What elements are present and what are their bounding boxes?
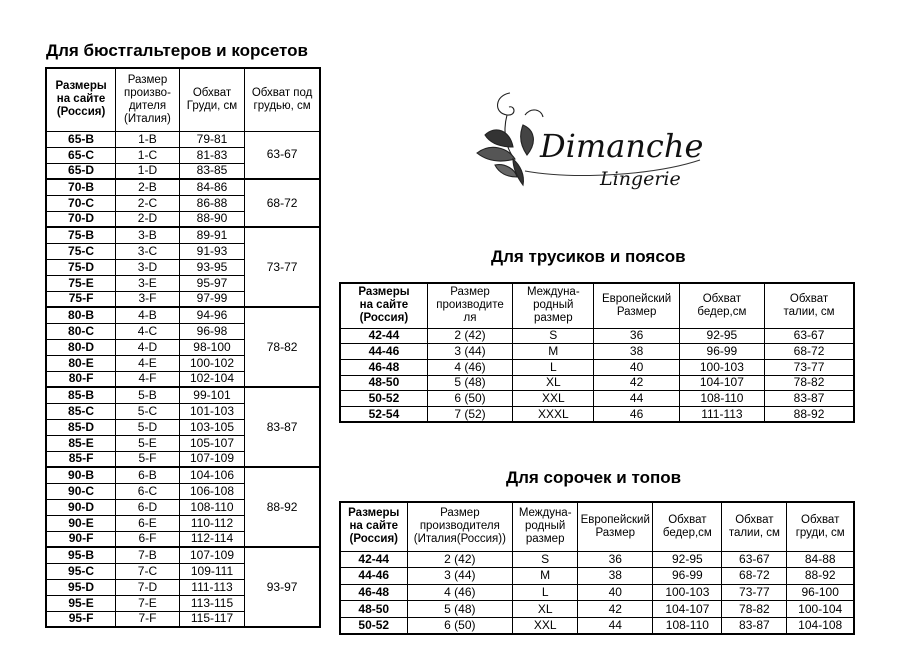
table-cell: XXL: [513, 617, 578, 634]
header-line: Размеры: [55, 80, 107, 93]
table-cell: 100-103: [679, 359, 764, 375]
table-cell: M: [513, 344, 594, 360]
column-header: [179, 68, 244, 131]
table-cell: 7-E: [116, 595, 180, 611]
column-header: [513, 283, 594, 328]
table-cell: 68-72: [765, 344, 854, 360]
header-line: размер: [525, 533, 565, 546]
column-header: [427, 283, 512, 328]
table-cell: 96-100: [787, 584, 854, 601]
header-line: груди, см: [795, 526, 845, 539]
header-line: Размер: [616, 305, 657, 318]
table-cell: 5-F: [116, 451, 180, 467]
table-cell: 92-95: [679, 328, 764, 344]
table-row: [340, 584, 854, 601]
table-cell: 65-C: [46, 147, 116, 163]
table-cell: 6 (50): [427, 391, 512, 407]
header-line: дителя: [128, 99, 167, 112]
table-cell: 78-82: [765, 375, 854, 391]
header-line: Размер: [440, 507, 480, 520]
table-cell: 105-107: [179, 435, 244, 451]
table-cell: 6-C: [116, 483, 180, 499]
table-cell: 102-104: [179, 371, 244, 387]
table-row: [340, 359, 854, 375]
table-cell: 44-46: [340, 344, 427, 360]
table-cell: 85-B: [46, 387, 116, 403]
header-line: произво-: [123, 86, 171, 99]
table-cell: 48-50: [340, 601, 407, 618]
table-row: [340, 328, 854, 344]
table-cell: 78-82: [245, 307, 320, 387]
table-cell: 5 (48): [407, 601, 513, 618]
shirts-size-table: [339, 501, 855, 635]
table-cell: 96-99: [679, 344, 764, 360]
table-cell: 2-C: [116, 195, 180, 211]
table-cell: 83-87: [245, 387, 320, 467]
table-cell: 107-109: [179, 451, 244, 467]
header-line: (Россия): [359, 312, 409, 325]
table-cell: 5-D: [116, 419, 180, 435]
table-cell: 68-72: [722, 568, 787, 585]
header-line: Размеры: [358, 286, 410, 299]
table-cell: 88-92: [245, 467, 320, 547]
table-cell: 111-113: [179, 579, 244, 595]
column-header: [513, 502, 578, 551]
table-cell: 5 (48): [427, 375, 512, 391]
table-cell: 1-C: [116, 147, 180, 163]
table-cell: 97-99: [179, 291, 244, 307]
header-line: грудью, см: [253, 99, 311, 112]
table-cell: 84-88: [787, 551, 854, 568]
table-cell: 83-85: [179, 163, 244, 179]
header-line: бедер,см: [662, 526, 712, 539]
header-line: Обхват: [668, 513, 707, 526]
table-cell: 91-93: [179, 243, 244, 259]
column-header: [722, 502, 787, 551]
table-cell: 99-101: [179, 387, 244, 403]
header-line: Размер: [127, 73, 168, 86]
table-cell: 106-108: [179, 483, 244, 499]
table-cell: 98-100: [179, 339, 244, 355]
table-cell: 108-110: [679, 391, 764, 407]
header-line: Груди, см: [186, 99, 238, 112]
table-cell: 4-C: [116, 323, 180, 339]
table-cell: 4-F: [116, 371, 180, 387]
table-cell: 70-C: [46, 195, 116, 211]
table-cell: XXXL: [513, 406, 594, 422]
table-cell: 90-D: [46, 499, 116, 515]
header-line: Обхват: [735, 513, 774, 526]
header-line: (Италия(Россия)): [413, 533, 506, 546]
table-cell: 7-C: [116, 563, 180, 579]
bra-size-table: [45, 67, 321, 628]
table-cell: 73-77: [245, 227, 320, 307]
table-cell: 2-D: [116, 211, 180, 227]
header-line: Размер: [450, 286, 490, 299]
table-row: [340, 551, 854, 568]
table-cell: 75-F: [46, 291, 116, 307]
table-row: [340, 406, 854, 422]
table-cell: 4-E: [116, 355, 180, 371]
table-cell: 6-F: [116, 531, 180, 547]
table-row: [46, 547, 320, 563]
table-cell: 104-107: [679, 375, 764, 391]
table-cell: 100-102: [179, 355, 244, 371]
table-cell: 88-92: [787, 568, 854, 585]
table-cell: 90-B: [46, 467, 116, 483]
table-cell: 63-67: [722, 551, 787, 568]
table-cell: 88-92: [765, 406, 854, 422]
table-cell: 3-F: [116, 291, 180, 307]
shirts-section-title: Для сорочек и топов: [506, 468, 682, 487]
header-line: Обхват: [702, 292, 742, 305]
header-line: Междуна-: [518, 507, 572, 520]
table-cell: 85-F: [46, 451, 116, 467]
table-cell: 5-E: [116, 435, 180, 451]
table-cell: L: [513, 584, 578, 601]
header-line: Размер: [595, 526, 636, 539]
table-cell: 100-104: [787, 601, 854, 618]
header-line: на сайте: [359, 299, 409, 312]
column-header: [765, 283, 854, 328]
table-cell: 70-B: [46, 179, 116, 195]
header-line: Обхват: [789, 292, 829, 305]
table-cell: 90-E: [46, 515, 116, 531]
header-line: производителя: [419, 520, 500, 533]
table-cell: 83-87: [722, 617, 787, 634]
column-header: [679, 283, 764, 328]
table-row: [340, 617, 854, 634]
table-cell: 44: [578, 617, 653, 634]
column-header: [245, 68, 320, 131]
briefs-section-title: Для трусиков и поясов: [491, 247, 686, 266]
table-cell: 4 (46): [407, 584, 513, 601]
table-cell: 5-B: [116, 387, 180, 403]
table-cell: 6 (50): [407, 617, 513, 634]
table-cell: 48-50: [340, 375, 427, 391]
table-cell: 85-C: [46, 403, 116, 419]
table-cell: 42: [578, 601, 653, 618]
table-cell: 68-72: [245, 179, 320, 227]
table-cell: XXL: [513, 391, 594, 407]
header-line: бедер,см: [697, 305, 747, 318]
table-row: [46, 387, 320, 403]
table-cell: 36: [578, 551, 653, 568]
table-cell: 42: [594, 375, 679, 391]
table-cell: 104-106: [179, 467, 244, 483]
table-cell: 95-B: [46, 547, 116, 563]
table-cell: 46: [594, 406, 679, 422]
table-cell: 100-103: [653, 584, 722, 601]
table-cell: 90-F: [46, 531, 116, 547]
column-header: [46, 68, 116, 131]
table-cell: 44-46: [340, 568, 407, 585]
table-cell: 4-D: [116, 339, 180, 355]
table-cell: 107-109: [179, 547, 244, 563]
table-cell: 94-96: [179, 307, 244, 323]
header-line: ля: [463, 312, 477, 325]
table-cell: 108-110: [179, 499, 244, 515]
table-cell: 75-B: [46, 227, 116, 243]
lotus-flower-icon: [477, 93, 543, 185]
table-cell: 63-67: [765, 328, 854, 344]
table-cell: 95-E: [46, 595, 116, 611]
table-cell: 40: [594, 359, 679, 375]
table-cell: 38: [578, 568, 653, 585]
column-header: [116, 68, 180, 131]
table-row: [340, 601, 854, 618]
header-line: родный: [525, 520, 566, 533]
table-cell: 3-C: [116, 243, 180, 259]
table-cell: 89-91: [179, 227, 244, 243]
table-cell: 113-115: [179, 595, 244, 611]
table-row: [340, 375, 854, 391]
table-row: [46, 227, 320, 243]
table-cell: 7 (52): [427, 406, 512, 422]
column-header: [578, 502, 653, 551]
table-cell: 111-113: [679, 406, 764, 422]
table-cell: 79-81: [179, 131, 244, 147]
brand-name: Dimanche: [540, 127, 704, 165]
table-row: [46, 467, 320, 483]
table-cell: 81-83: [179, 147, 244, 163]
table-cell: 3 (44): [427, 344, 512, 360]
header-line: родный: [533, 299, 574, 312]
header-line: Размеры: [348, 507, 400, 520]
table-cell: 75-E: [46, 275, 116, 291]
table-cell: L: [513, 359, 594, 375]
table-cell: 63-67: [245, 131, 320, 179]
table-cell: 40: [578, 584, 653, 601]
column-header: [594, 283, 679, 328]
table-cell: 6-E: [116, 515, 180, 531]
table-cell: 7-B: [116, 547, 180, 563]
table-cell: 50-52: [340, 391, 427, 407]
header-line: производите: [436, 299, 504, 312]
table-row: [340, 568, 854, 585]
brand-subtitle: Lingerie: [600, 168, 681, 190]
header-line: на сайте: [56, 93, 106, 106]
table-cell: 101-103: [179, 403, 244, 419]
table-cell: 109-111: [179, 563, 244, 579]
table-cell: 104-107: [653, 601, 722, 618]
table-cell: 5-C: [116, 403, 180, 419]
header-line: Европейский: [601, 292, 672, 305]
table-cell: 52-54: [340, 406, 427, 422]
table-row: [46, 307, 320, 323]
table-cell: 85-E: [46, 435, 116, 451]
table-cell: 95-C: [46, 563, 116, 579]
table-cell: 110-112: [179, 515, 244, 531]
table-cell: 65-D: [46, 163, 116, 179]
table-cell: 1-B: [116, 131, 180, 147]
table-cell: 46-48: [340, 359, 427, 375]
table-cell: 2-B: [116, 179, 180, 195]
bra-section-title: Для бюстгальтеров и корсетов: [46, 41, 308, 60]
header-line: размер: [533, 312, 573, 325]
header-line: талии, см: [728, 526, 780, 539]
table-cell: 2 (42): [407, 551, 513, 568]
column-header: [340, 502, 407, 551]
table-cell: 42-44: [340, 328, 427, 344]
table-cell: 4 (46): [427, 359, 512, 375]
table-cell: 70-D: [46, 211, 116, 227]
table-cell: 80-C: [46, 323, 116, 339]
table-cell: 7-F: [116, 611, 180, 627]
table-cell: M: [513, 568, 578, 585]
table-cell: 90-C: [46, 483, 116, 499]
table-cell: 96-99: [653, 568, 722, 585]
header-line: Междуна-: [526, 286, 580, 299]
table-cell: 115-117: [179, 611, 244, 627]
table-cell: 108-110: [653, 617, 722, 634]
column-header: [653, 502, 722, 551]
table-cell: 50-52: [340, 617, 407, 634]
table-cell: 3-B: [116, 227, 180, 243]
table-cell: 3-E: [116, 275, 180, 291]
table-cell: 44: [594, 391, 679, 407]
table-cell: 7-D: [116, 579, 180, 595]
table-cell: 46-48: [340, 584, 407, 601]
table-cell: 80-D: [46, 339, 116, 355]
table-cell: 93-97: [245, 547, 320, 627]
column-header: [787, 502, 854, 551]
table-cell: 96-98: [179, 323, 244, 339]
header-line: (Россия): [349, 533, 399, 546]
table-cell: 103-105: [179, 419, 244, 435]
header-line: (Россия): [56, 106, 106, 119]
table-cell: 1-D: [116, 163, 180, 179]
briefs-size-table: [339, 282, 855, 423]
table-cell: 95-97: [179, 275, 244, 291]
table-cell: 80-B: [46, 307, 116, 323]
header-line: Обхват: [192, 86, 232, 99]
table-cell: 80-E: [46, 355, 116, 371]
brand-logo: [465, 85, 705, 200]
table-cell: XL: [513, 601, 578, 618]
table-cell: 92-95: [653, 551, 722, 568]
column-header: [407, 502, 513, 551]
table-row: [46, 179, 320, 195]
header-line: талии, см: [783, 305, 835, 318]
table-cell: 38: [594, 344, 679, 360]
table-cell: 75-C: [46, 243, 116, 259]
table-cell: 78-82: [722, 601, 787, 618]
column-header: [340, 283, 427, 328]
table-cell: 95-F: [46, 611, 116, 627]
table-cell: 95-D: [46, 579, 116, 595]
table-cell: 80-F: [46, 371, 116, 387]
table-cell: 6-D: [116, 499, 180, 515]
table-cell: 85-D: [46, 419, 116, 435]
table-cell: 36: [594, 328, 679, 344]
table-cell: 4-B: [116, 307, 180, 323]
table-cell: 112-114: [179, 531, 244, 547]
table-cell: 65-B: [46, 131, 116, 147]
table-cell: 3-D: [116, 259, 180, 275]
table-cell: 86-88: [179, 195, 244, 211]
table-cell: S: [513, 551, 578, 568]
table-row: [340, 344, 854, 360]
table-cell: 2 (42): [427, 328, 512, 344]
table-cell: 84-86: [179, 179, 244, 195]
table-cell: 83-87: [765, 391, 854, 407]
table-row: [46, 131, 320, 147]
table-row: [340, 391, 854, 407]
header-line: Европейский: [580, 513, 650, 526]
header-line: Обхват: [801, 513, 840, 526]
table-cell: S: [513, 328, 594, 344]
header-line: (Италия): [124, 112, 171, 125]
table-cell: 93-95: [179, 259, 244, 275]
header-line: на сайте: [349, 520, 399, 533]
table-cell: 88-90: [179, 211, 244, 227]
header-line: Обхват под: [251, 86, 313, 99]
table-cell: XL: [513, 375, 594, 391]
table-cell: 104-108: [787, 617, 854, 634]
table-cell: 3 (44): [407, 568, 513, 585]
table-cell: 42-44: [340, 551, 407, 568]
table-cell: 73-77: [722, 584, 787, 601]
table-cell: 6-B: [116, 467, 180, 483]
table-cell: 73-77: [765, 359, 854, 375]
table-cell: 75-D: [46, 259, 116, 275]
